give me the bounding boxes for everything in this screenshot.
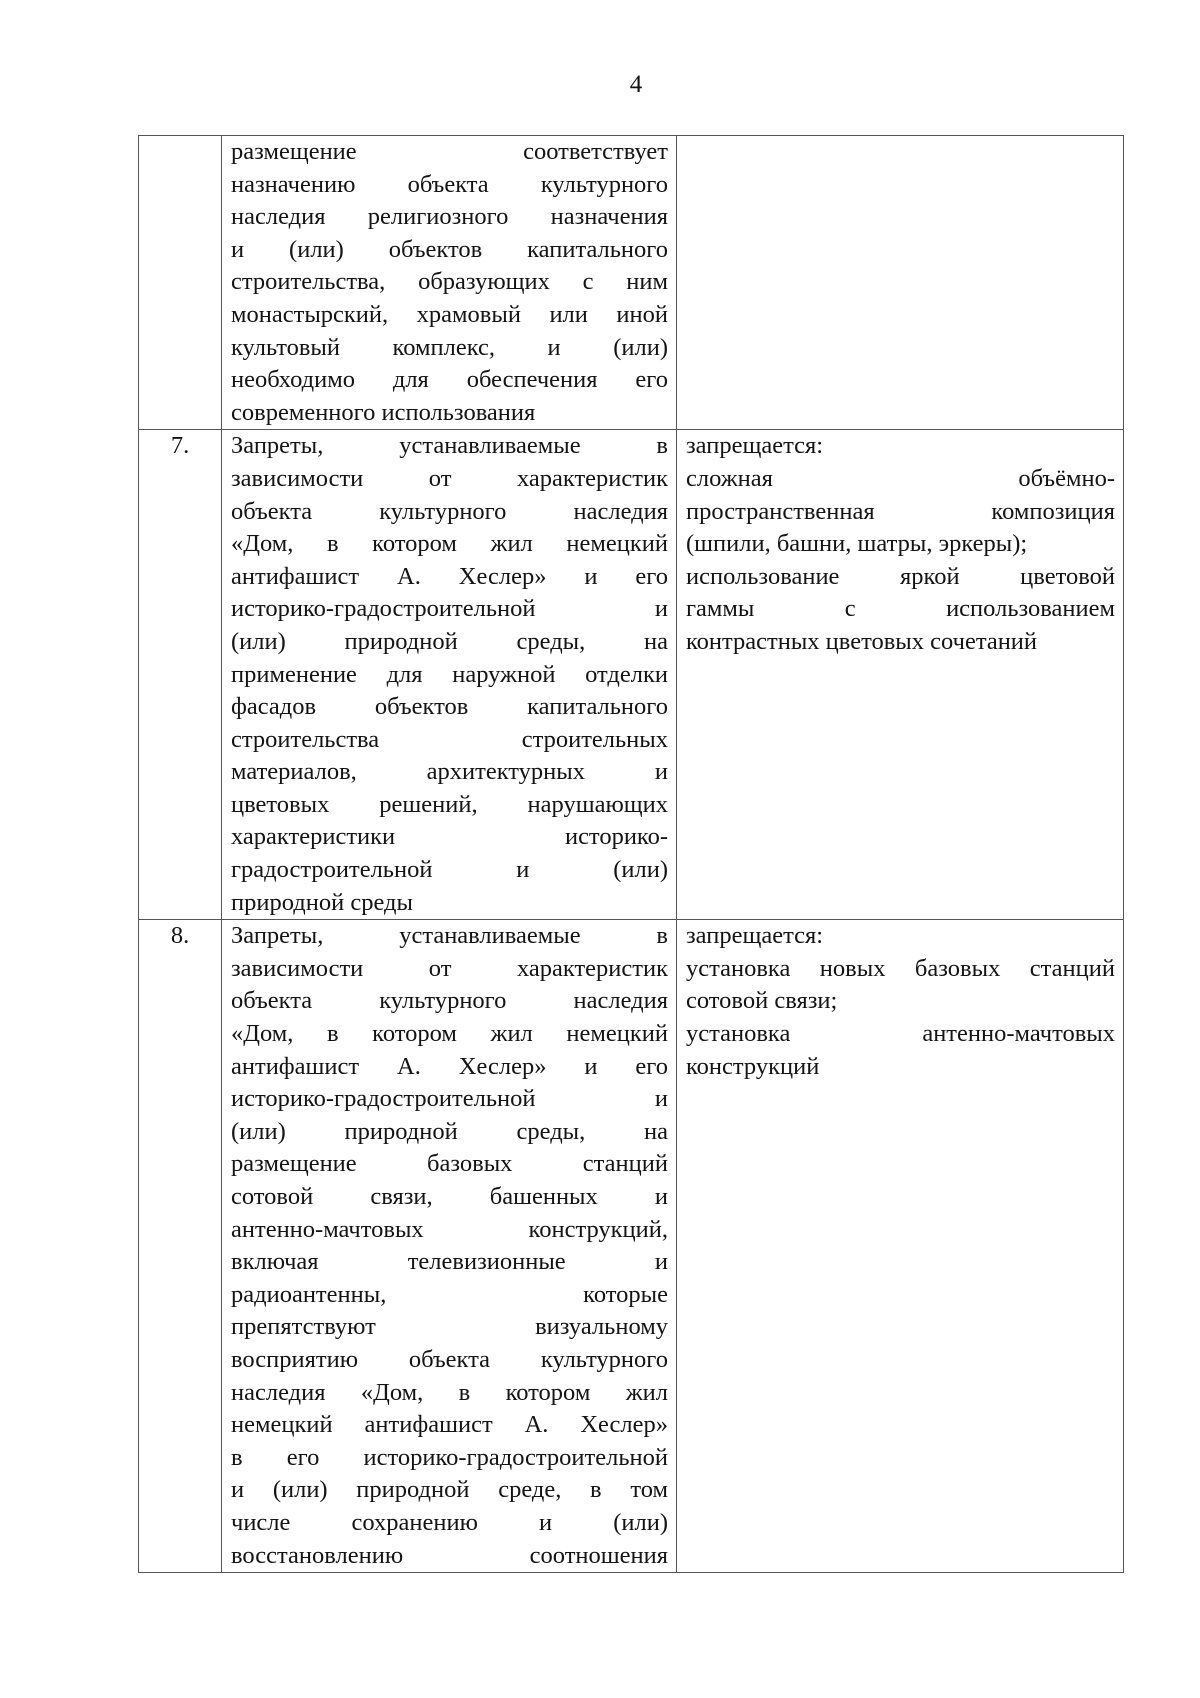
description-line: антенно-мачтовых конструкций, [231, 1215, 668, 1243]
description-line: и (или) природной среде, в том [231, 1476, 668, 1504]
table-body [139, 136, 1124, 1573]
description-line: препятствуют визуальному [231, 1313, 668, 1341]
description-line: материалов, архитектурных и [231, 758, 668, 786]
description-line: восстановлению соотношения [231, 1541, 668, 1569]
description-line: характеристики историко- [231, 823, 668, 851]
description-line: историко-градостроительной и [231, 595, 668, 623]
description-line: монастырский, храмовый или иной [231, 300, 668, 328]
row-number-cell [139, 920, 222, 1573]
description-line: природной среды [231, 888, 413, 916]
description-line: градостроительной и (или) [231, 856, 668, 884]
restriction-line: установка антенно-мачтовых [686, 1020, 1115, 1048]
restriction-line: гаммы с использованием [686, 595, 1115, 623]
description-line: «Дом, в котором жил немецкий [231, 530, 668, 558]
description-line: в его историко-градостроительной [231, 1443, 668, 1471]
description-line: объекта культурного наследия [231, 987, 668, 1015]
restriction-line: сотовой связи; [686, 987, 838, 1015]
row-number [139, 136, 221, 169]
description-line: сотовой связи, башенных и [231, 1183, 668, 1210]
description-line: историко-градостроительной и [231, 1085, 668, 1113]
description-line: «Дом, в котором жил немецкий [231, 1020, 668, 1048]
description-cell [222, 136, 677, 430]
description-line: Запреты, устанавливаемые в [231, 922, 668, 950]
description-line: Запреты, устанавливаемые в [231, 432, 668, 460]
description-line: фасадов объектов капитального [231, 693, 668, 721]
description-line: строительства, образующих с ним [231, 268, 668, 296]
restriction-line: сложная объёмно- [686, 464, 1115, 492]
description-line: антифашист А. Хеслер» и его [231, 1052, 668, 1080]
restriction-cell [677, 430, 1124, 920]
table-row [139, 920, 1124, 1573]
description-line: назначению объекта культурного [231, 170, 668, 198]
restriction-line: пространственная композиция [686, 497, 1115, 525]
description-line: применение для наружной отделки [231, 660, 668, 688]
restriction-cell [677, 920, 1124, 1573]
restriction-line: конструкций [686, 1052, 820, 1080]
description-line: радиоантенны, которые [231, 1280, 668, 1308]
restriction-line: запрещается: [686, 922, 824, 950]
description-line: восприятию объекта культурного [231, 1345, 668, 1373]
description-line: объекта культурного наследия [231, 497, 668, 525]
restriction-cell [677, 136, 1124, 430]
restriction-line: установка новых базовых станций [686, 954, 1115, 982]
description-line: зависимости от характеристик [231, 464, 668, 492]
restriction-line: контрастных цветовых сочетаний [686, 627, 1038, 655]
row-number: 8. [170, 922, 190, 950]
description-line: цветовых решений, нарушающих [231, 790, 668, 818]
description-line: наследия религиозного назначения [231, 203, 668, 231]
regulations-table [138, 135, 1124, 1573]
description-line: зависимости от характеристик [231, 954, 668, 982]
description-line: строительства строительных [231, 725, 668, 753]
restriction-line: запрещается: [686, 432, 824, 460]
description-line: включая телевизионные и [231, 1248, 668, 1276]
description-line: числе сохранению и (или) [231, 1508, 668, 1536]
description-cell [222, 430, 677, 920]
description-line: культовый комплекс, и (или) [231, 333, 668, 361]
description-line: (или) природной среды, на [231, 627, 668, 655]
description-line: размещение соответствует [231, 138, 668, 165]
restriction-line: (шпили, башни, шатры, эркеры); [686, 530, 1028, 558]
description-cell [222, 920, 677, 1573]
page-number: 4 [629, 71, 643, 98]
row-number-cell [139, 430, 222, 920]
description-line: необходимо для обеспечения его [231, 366, 668, 394]
description-line: наследия «Дом, в котором жил [231, 1378, 668, 1406]
description-line: и (или) объектов капитального [231, 235, 668, 263]
restriction-line: использование яркой цветовой [686, 562, 1115, 590]
row-number-cell [139, 136, 222, 430]
table-row [139, 136, 1124, 430]
description-line: антифашист А. Хеслер» и его [231, 562, 668, 590]
description-line: размещение базовых станций [231, 1150, 668, 1178]
description-line: немецкий антифашист А. Хеслер» [231, 1411, 668, 1439]
table-row [139, 430, 1124, 920]
description-line: современного использования [231, 398, 536, 426]
row-number: 7. [170, 432, 190, 460]
description-line: (или) природной среды, на [231, 1117, 668, 1145]
